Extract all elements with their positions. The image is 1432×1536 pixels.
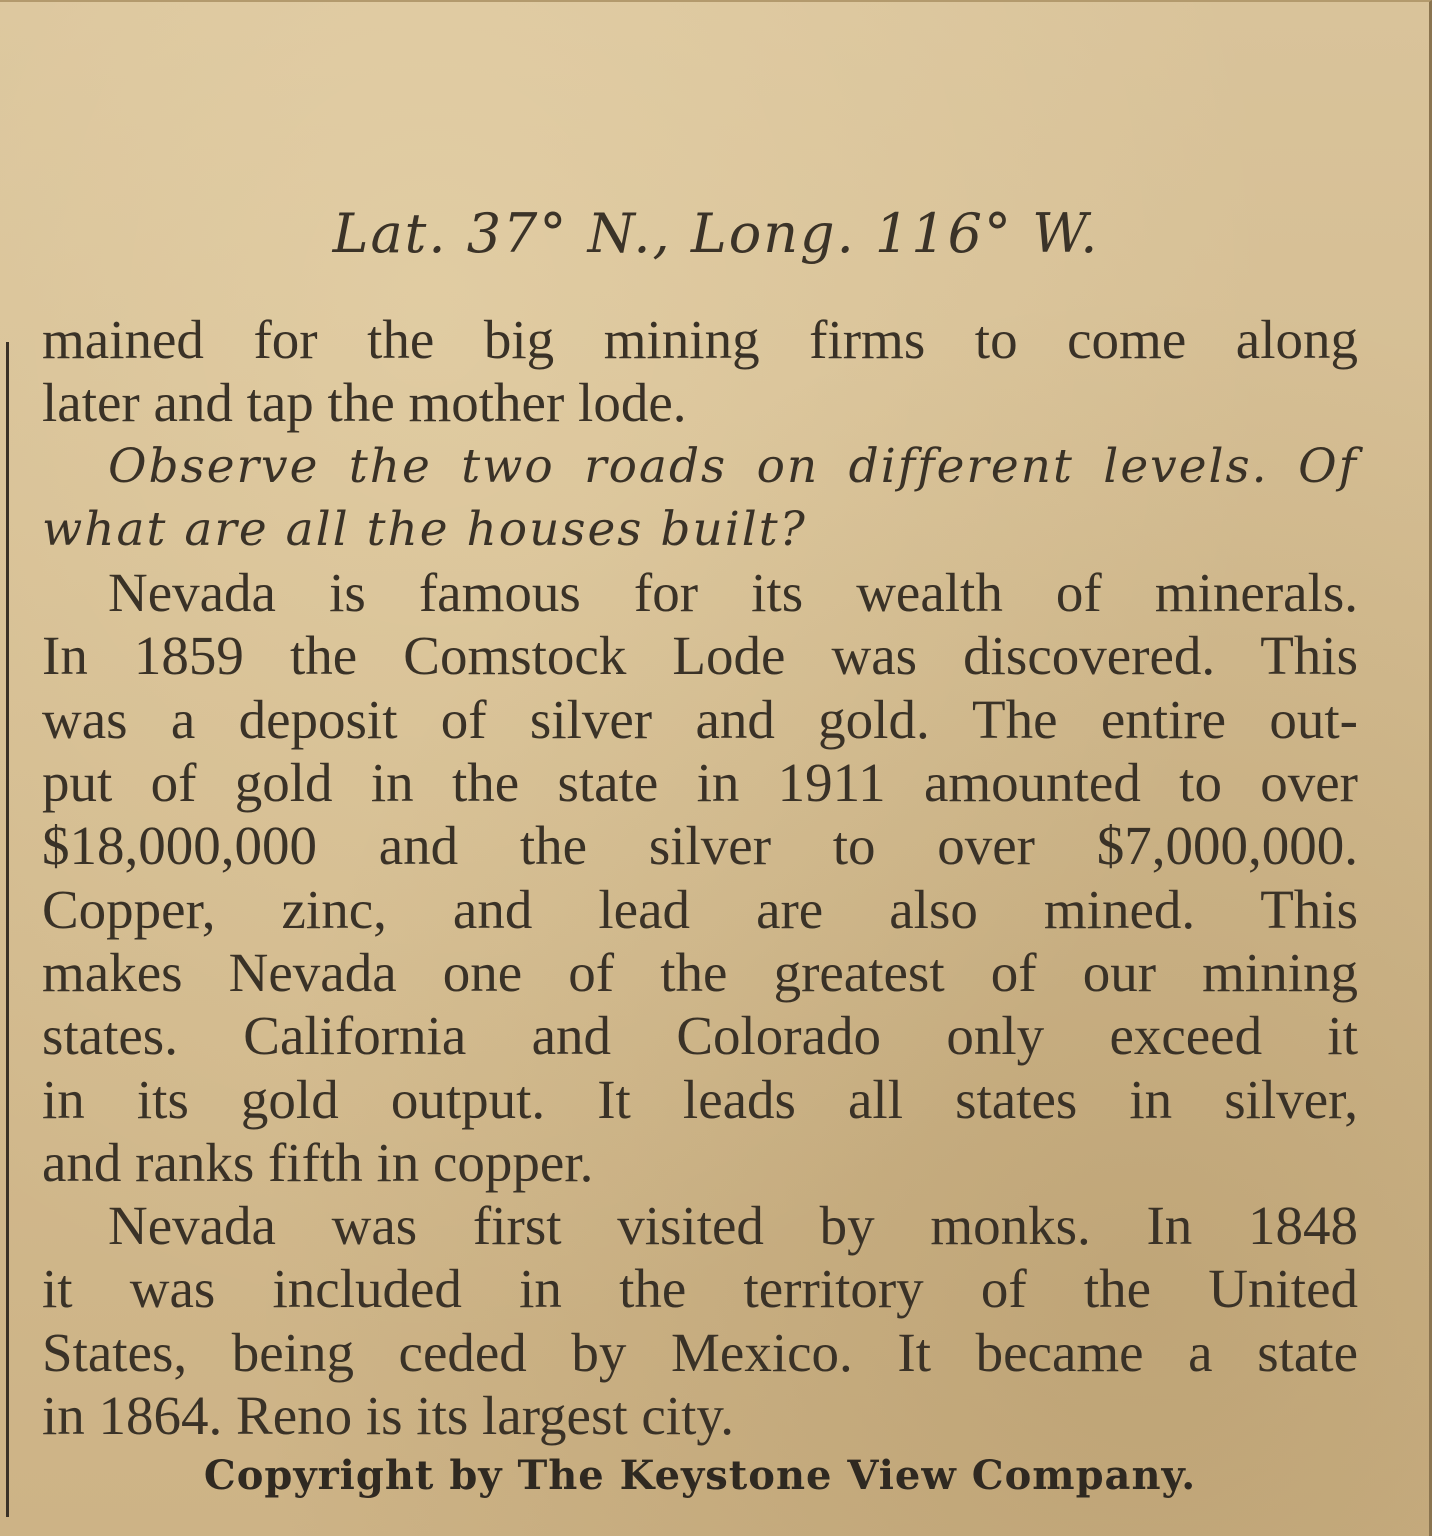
question-line: what are all the houses built? [42, 501, 807, 557]
text-line: in 1864. Reno is its largest city. [42, 1385, 735, 1447]
text-line: makes Nevada one of the greatest of our mining [42, 941, 1358, 1003]
text-line: later and tap the mother lode. [42, 372, 687, 434]
text-line: states. California and Colorado only exceed it [42, 1005, 1358, 1067]
coordinates-heading: Lat. 37° N., Long. 116° W. [332, 202, 1100, 265]
text-line: Copper, zinc, and lead are also mined. This [42, 878, 1358, 940]
text-line: States, being ceded by Mexico. It became a state [42, 1321, 1358, 1383]
question-line: Observe the two roads on different levels. Of [108, 438, 1358, 494]
text-line: put of gold in the state in 1911 amounted to over [42, 752, 1358, 814]
text-line: mained for the big mining firms to come along [42, 309, 1358, 370]
text-line: it was included in the territory of the United [42, 1258, 1358, 1320]
copyright-notice: Copyright by The Keystone View Company. [203, 1452, 1197, 1499]
card-text-body [42, 308, 1358, 1447]
text-line: Nevada is famous for its wealth of minerals. [108, 562, 1358, 624]
text-line: was a deposit of silver and gold. The entire out- [42, 688, 1358, 750]
left-margin-rule [6, 342, 9, 1517]
text-line: and ranks fifth in copper. [42, 1131, 594, 1193]
text-line: $18,000,000 and the silver to over $7,000,000. [42, 815, 1358, 877]
text-line: Nevada was first visited by monks. In 1848 [108, 1195, 1358, 1257]
text-line: in its gold output. It leads all states in silver, [42, 1068, 1358, 1130]
text-line: In 1859 the Comstock Lode was discovered. This [42, 625, 1358, 687]
